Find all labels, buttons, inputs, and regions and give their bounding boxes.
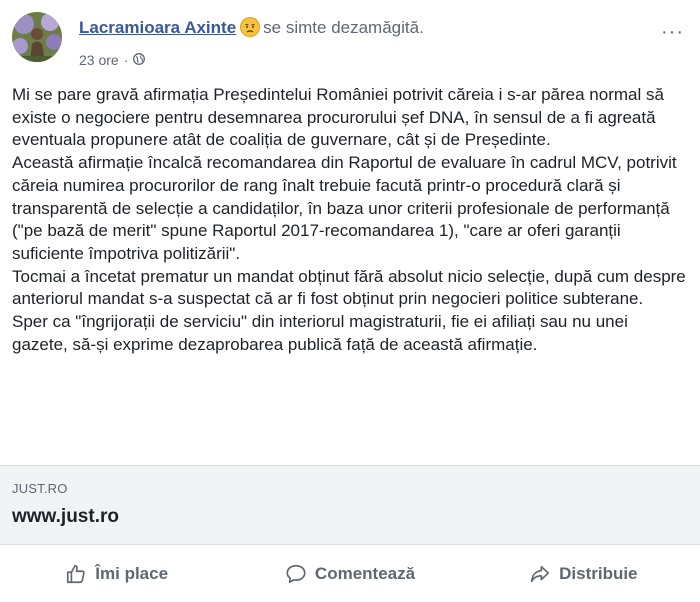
post-body (12, 84, 688, 356)
comment-button[interactable] (233, 548, 466, 600)
more-options-icon[interactable]: ··· (661, 21, 684, 43)
link-domain: JUST.RO (12, 481, 68, 496)
link-preview-card[interactable] (0, 465, 700, 545)
share-label: Distribuie (559, 564, 638, 583)
like-button[interactable] (0, 548, 233, 600)
feeling-text: se simte dezamăgită. (263, 18, 424, 37)
globe-icon[interactable] (133, 52, 145, 68)
post-meta (79, 52, 424, 68)
post-header (12, 12, 688, 68)
link-title[interactable]: www.just.ro (12, 506, 119, 527)
post-paragraph: Sper ca "îngrijorații de serviciu" din interiorul magistraturii, fie ei afiliați sau nu unei gazete, să-și exprime dezaprobarea publică față de această afirmație. (12, 312, 628, 354)
meta-separator: · (123, 52, 129, 68)
like-label: Îmi place (95, 564, 169, 583)
comment-icon (285, 563, 307, 585)
post-paragraph: Mi se pare gravă afirmația Președintelui României potrivit căreia i s-ar părea normal să existe o negociere pentru desemnarea procurorului șef DNA, în sensul de a fi agreată eventuala propunere atât de coaliția de guvernare, cât și de Președinte. (12, 85, 664, 150)
post-paragraph: Tocmai a încetat prematur un mandat obținut fără absolut nicio selecție, după cum despre anteriorul mandat s-a suspectat că ar fi fost obținut prin negocieri politice subterane. (12, 266, 686, 309)
share-icon (529, 563, 551, 585)
header-text (79, 17, 424, 68)
comment-label: Comentează (314, 564, 416, 583)
author-name-link[interactable]: Lacramioara Axinte (79, 18, 237, 37)
author-line (79, 17, 424, 43)
post-actions (0, 548, 700, 600)
share-button[interactable] (467, 548, 700, 600)
avatar[interactable] (12, 12, 62, 62)
thumbs-up-icon (65, 563, 87, 585)
post-paragraph: Această afirmație încalcă recomandarea din Raportul de evaluare în cadrul MCV, potrivit căreia numirea procurorilor de rang înalt trebuie facută printr-o procedură clară și transparentă de selecție a candidaților, în baza unor criterii profesionale de performanță ("pe bază de merit" spune Raportul 2017-recomandarea 1), "care ar oferi garanții suficiente împotriva politizării". (12, 153, 677, 263)
timestamp[interactable]: 23 ore (79, 52, 119, 68)
disappointed-emoji-icon (240, 17, 260, 43)
